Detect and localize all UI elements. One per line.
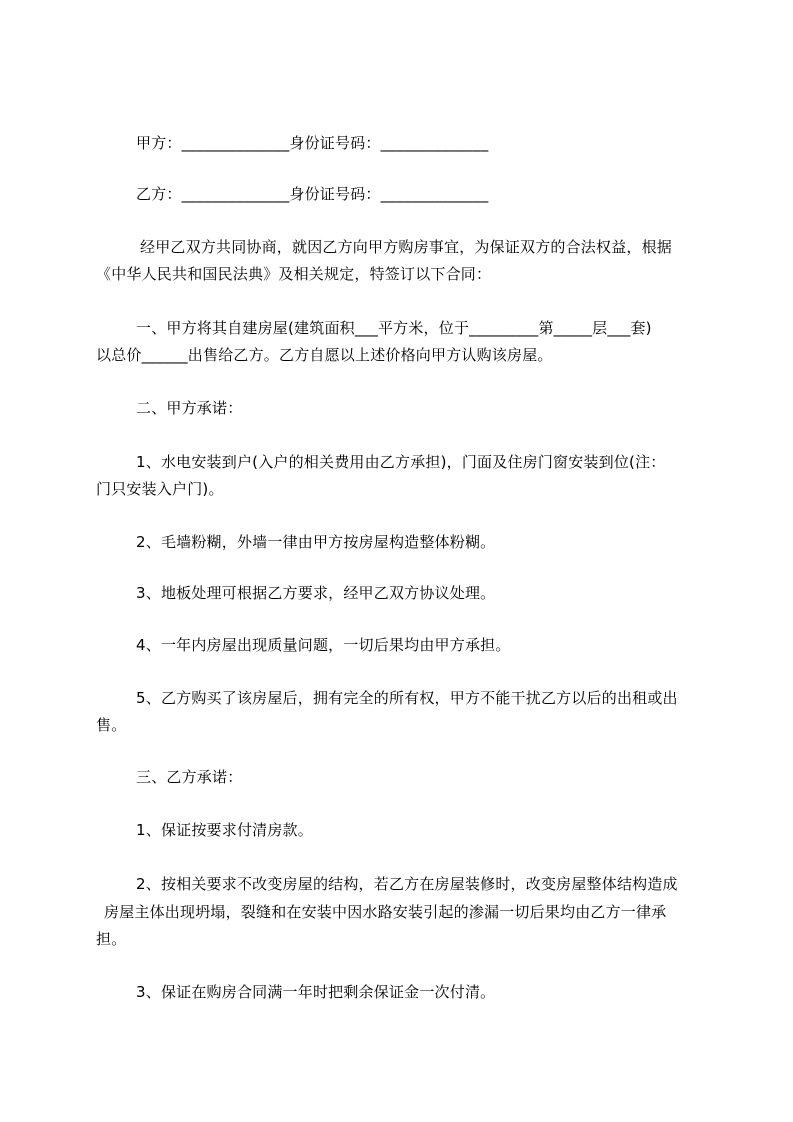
party-a-line: 甲方：______________身份证号码：______________ — [136, 134, 489, 152]
clause-1-line-2: 以总价______出售给乙方。乙方自愿以上述价格向甲方认购该房屋。 — [96, 346, 553, 364]
section-3-item-2-line-2: 房屋主体出现坍塌，裂缝和在安装中因水路安装引起的渗漏一切后果均由乙方一律承 — [104, 903, 667, 921]
section-2-item-1-line-2: 门只安装入户门)。 — [96, 480, 224, 498]
section-2-item-3: 3、地板处理可根据乙方要求，经甲乙双方协议处理。 — [136, 584, 496, 602]
clause-1-line-1: 一、甲方将其自建房屋(建筑面积___平方米，位于_________第_____层___套) — [136, 319, 652, 337]
section-2-heading: 二、甲方承诺： — [136, 399, 243, 417]
section-2-item-5-line-1: 5、乙方购买了该房屋后，拥有完全的所有权，甲方不能干扰乙方以后的出租或出 — [136, 689, 678, 707]
intro-line-2: 《中华人民共和国民法典》及相关规定，特签订以下合同： — [96, 265, 492, 283]
section-3-item-2-line-1: 2、按相关要求不改变房屋的结构，若乙方在房屋装修时，改变房屋整体结构造成 — [136, 875, 678, 893]
section-2-item-4: 4、一年内房屋出现质量问题，一切后果均由甲方承担。 — [136, 636, 511, 654]
party-b-line: 乙方：______________身份证号码：______________ — [136, 185, 489, 203]
section-2-item-5-line-2: 售。 — [96, 716, 127, 734]
section-3-heading: 三、乙方承诺： — [136, 768, 243, 786]
intro-line-1: 经甲乙双方共同协商，就因乙方向甲方购房事宜，为保证双方的合法权益，根据 — [140, 238, 673, 256]
section-2-item-1-line-1: 1、水电安装到户(入户的相关费用由乙方承担)，门面及住房门窗安装到位(注： — [136, 453, 666, 471]
section-3-item-1: 1、保证按要求付清房款。 — [136, 821, 313, 839]
section-2-item-2: 2、毛墙粉糊，外墙一律由甲方按房屋构造整体粉糊。 — [136, 533, 496, 551]
section-3-item-2-line-3: 担。 — [96, 930, 127, 948]
section-3-item-3: 3、保证在购房合同满一年时把剩余保证金一次付清。 — [136, 983, 496, 1001]
